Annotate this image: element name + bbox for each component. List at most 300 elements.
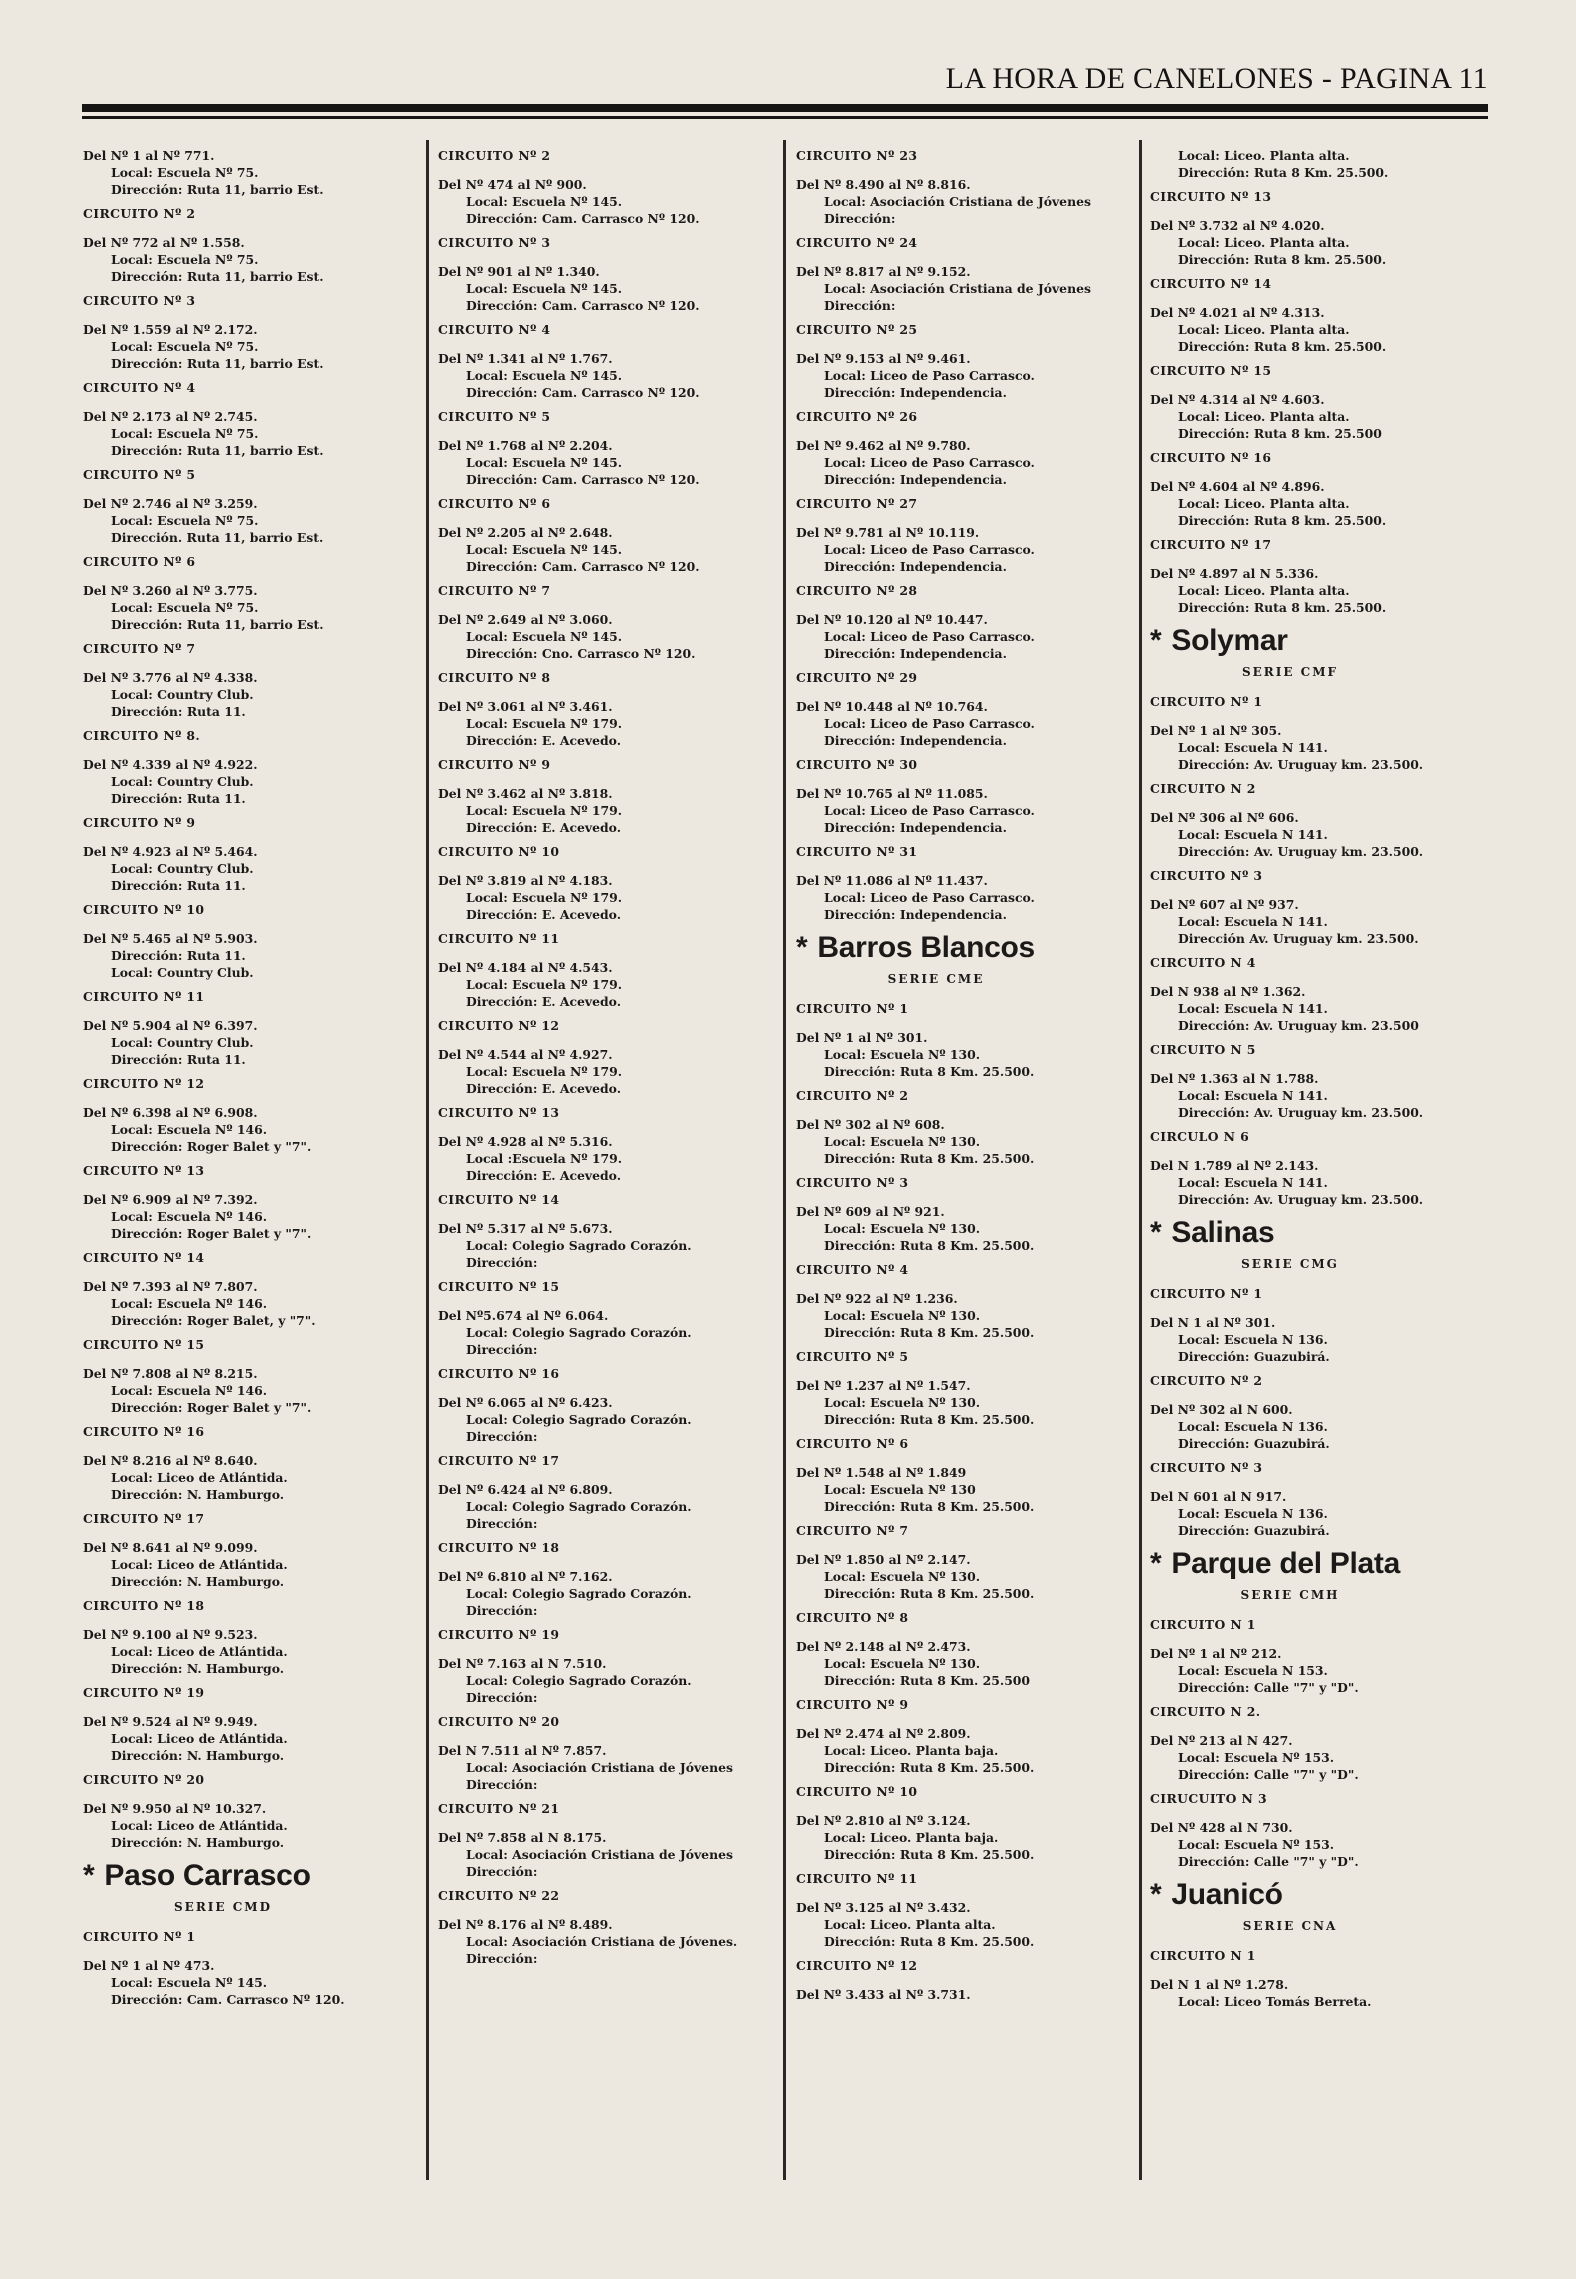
circuit-line: Dirección: Ruta 8 Km. 25.500. <box>824 1064 1035 1079</box>
circuit-line: Del Nº 8.216 al Nº 8.640. <box>83 1453 258 1468</box>
circuit-line: Dirección: Calle "7" y "D". <box>1178 1854 1359 1869</box>
circuit-line: Dirección: Ruta 8 km. 25.500 <box>1178 426 1382 441</box>
circuit-line: Local: Escuela Nº 179. <box>466 977 623 992</box>
circuit-line: Del Nº 772 al Nº 1.558. <box>83 235 245 250</box>
circuit-line: Dirección: N. Hamburgo. <box>111 1487 285 1502</box>
circuit-line: Del Nº 4.544 al Nº 4.927. <box>438 1047 613 1062</box>
star-icon: * <box>1150 1547 1162 1580</box>
circuit-line: Local: Liceo de Atlántida. <box>111 1818 288 1833</box>
circuit-title: CIRCUITO Nº 6 <box>438 496 551 511</box>
circuit-title: CIRCUITO Nº 3 <box>1150 868 1263 883</box>
circuit-entry <box>438 756 778 836</box>
serie-label: SERIE CMD <box>174 1900 272 1914</box>
circuit-entry <box>438 147 778 227</box>
circuit-line: Local: Asociación Cristiana de Jóvenes. <box>466 1934 738 1949</box>
circuit-line: Dirección: Guazubirá. <box>1178 1523 1330 1538</box>
circuit-title: CIRCUITO Nº 15 <box>438 1279 560 1294</box>
circuit-line: Local: Escuela Nº 75. <box>111 252 259 267</box>
circuit-line: Del Nº 1.363 al N 1.788. <box>1150 1071 1319 1086</box>
circuit-line: Dirección: Independencia. <box>824 559 1007 574</box>
circuit-line: Del Nº 1 al Nº 301. <box>796 1030 928 1045</box>
circuit-line: Local: Country Club. <box>111 774 254 789</box>
circuit-line: Local: Escuela Nº 130. <box>824 1569 981 1584</box>
circuit-entry <box>796 1435 1136 1515</box>
circuit-line: Dirección: Av. Uruguay km. 23.500. <box>1178 844 1424 859</box>
circuit-line: Del Nº 6.909 al Nº 7.392. <box>83 1192 258 1207</box>
circuit-line: Del Nº 302 al N 600. <box>1150 1402 1293 1417</box>
section-header <box>1150 624 1490 681</box>
circuit-title: CIRCUITO Nº 7 <box>438 583 551 598</box>
circuit-line: Del Nº 5.465 al Nº 5.903. <box>83 931 258 946</box>
circuit-line: Local: Liceo. Planta alta. <box>1178 409 1350 424</box>
circuit-line: Dirección: N. Hamburgo. <box>111 1574 285 1589</box>
circuit-entry <box>83 1162 423 1242</box>
circuit-line: Dirección: Av. Uruguay km. 23.500. <box>1178 1105 1424 1120</box>
circuit-line: Del Nº 7.393 al Nº 7.807. <box>83 1279 258 1294</box>
circuit-line: Del Nº 8.817 al Nº 9.152. <box>796 264 971 279</box>
circuit-line: Del Nº 4.184 al Nº 4.543. <box>438 960 613 975</box>
circuit-line: Local: Escuela Nº 146. <box>111 1296 268 1311</box>
circuit-line: Dirección: E. Acevedo. <box>466 733 622 748</box>
circuit-entry <box>1150 954 1490 1034</box>
circuit-line: Local: Liceo. Planta alta. <box>1178 148 1350 163</box>
circuit-line: Local: Liceo. Planta alta. <box>1178 496 1350 511</box>
serie-label: SERIE CMF <box>1241 665 1339 679</box>
circuit-line: Dirección: E. Acevedo. <box>466 1168 622 1183</box>
circuit-title: CIRCUITO Nº 11 <box>83 989 205 1004</box>
circuit-line: Del Nº 1.559 al Nº 2.172. <box>83 322 258 337</box>
circuit-entry <box>1150 536 1490 616</box>
section-title <box>1150 1216 1490 1250</box>
column-divider-2 <box>783 140 786 2180</box>
circuit-entry <box>796 147 1136 227</box>
circuit-line: Del Nº 3.125 al Nº 3.432. <box>796 1900 971 1915</box>
section-header <box>83 1859 423 1916</box>
circuit-line: Dirección: Ruta 11. <box>111 878 246 893</box>
circuit-line: Del Nº 8.490 al Nº 8.816. <box>796 177 971 192</box>
circuit-entry <box>796 321 1136 401</box>
circuit-line: Del Nº 213 al N 427. <box>1150 1733 1293 1748</box>
circuit-title: CIRCUITO Nº 1 <box>1150 1286 1263 1301</box>
circuit-title: CIRCUITO Nº 11 <box>438 931 560 946</box>
circuit-entry <box>83 553 423 633</box>
section-title <box>1150 1878 1490 1912</box>
circuit-line: Local: Escuela N 141. <box>1178 740 1328 755</box>
circuit-entry <box>796 1261 1136 1341</box>
circuit-line: Dirección: Ruta 11. <box>111 704 246 719</box>
circuit-line: Local: Liceo. Planta baja. <box>824 1743 999 1758</box>
circuit-line: Dirección: Independencia. <box>824 472 1007 487</box>
circuit-title: CIRCUITO Nº 25 <box>796 322 918 337</box>
circuit-line: Del Nº 1.237 al Nº 1.547. <box>796 1378 971 1393</box>
circuit-line: Dirección: Ruta 8 Km. 25.500. <box>824 1499 1035 1514</box>
circuit-title: CIRCUITO Nº 5 <box>438 409 551 424</box>
circuit-title: CIRCUITO Nº 1 <box>1150 694 1263 709</box>
column-4 <box>1150 140 1490 2010</box>
circuit-line: Local: Liceo de Atlántida. <box>111 1644 288 1659</box>
circuit-line: Local: Escuela Nº 146. <box>111 1122 268 1137</box>
circuit-line: Local: Liceo de Atlántida. <box>111 1557 288 1572</box>
circuit-line: Dirección: Ruta 11. <box>111 948 246 963</box>
header-rule-thin <box>82 116 1488 119</box>
circuit-title: CIRCUITO Nº 10 <box>796 1784 918 1799</box>
circuit-line: Del Nº 3.433 al Nº 3.731. <box>796 1987 971 2002</box>
serie-label: SERIE CME <box>887 972 985 986</box>
circuit-line: Dirección: Av. Uruguay km. 23.500. <box>1178 1192 1424 1207</box>
circuit-line: Del Nº 7.858 al N 8.175. <box>438 1830 607 1845</box>
circuit-line: Dirección: Ruta 8 Km. 25.500 <box>824 1673 1031 1688</box>
circuit-entry <box>438 669 778 749</box>
circuit-line: Dirección: Ruta 11, barrio Est. <box>111 182 324 197</box>
circuit-line: Del Nº 901 al Nº 1.340. <box>438 264 600 279</box>
circuit-entry <box>83 640 423 720</box>
circuit-title: CIRCUITO Nº 5 <box>796 1349 909 1364</box>
circuit-entry <box>83 814 423 894</box>
circuit-title: CIRCUITO Nº 16 <box>83 1424 205 1439</box>
circuit-line: Del Nº 3.260 al Nº 3.775. <box>83 583 258 598</box>
circuit-line: Del Nº 6.065 al Nº 6.423. <box>438 1395 613 1410</box>
circuit-line: Dirección: Ruta 8 km. 25.500. <box>1178 252 1387 267</box>
circuit-line: Del Nº 4.928 al Nº 5.316. <box>438 1134 613 1149</box>
circuit-entry <box>83 205 423 285</box>
circuit-line: Del Nº 8.176 al Nº 8.489. <box>438 1917 613 1932</box>
column-1 <box>83 140 423 2008</box>
circuit-line: Dirección: Ruta 11, barrio Est. <box>111 443 324 458</box>
circuit-title: CIRCUITO Nº 9 <box>438 757 551 772</box>
circuit-entry <box>1150 188 1490 268</box>
circuit-title: CIRCUITO Nº 3 <box>1150 1460 1263 1475</box>
circuit-line: Local: Liceo de Paso Carrasco. <box>824 803 1035 818</box>
circuit-line: Local: Colegio Sagrado Corazón. <box>466 1673 692 1688</box>
circuit-entry <box>1150 1703 1490 1783</box>
circuit-line: Local: Escuela Nº 130. <box>824 1395 981 1410</box>
circuit-line: Dirección: Guazubirá. <box>1178 1436 1330 1451</box>
circuit-line: Dirección: Ruta 8 Km. 25.500. <box>824 1847 1035 1862</box>
circuit-line: Dirección: <box>824 298 896 313</box>
circuit-line: Dirección: Cam. Carrasco Nº 120. <box>466 385 700 400</box>
circuit-line: Del Nº5.674 al Nº 6.064. <box>438 1308 609 1323</box>
circuit-line: Local: Escuela Nº 75. <box>111 339 259 354</box>
circuit-line: Local: Escuela Nº 145. <box>466 455 623 470</box>
circuit-line: Dirección: Independencia. <box>824 733 1007 748</box>
circuit-title: CIRCUITO Nº 5 <box>83 467 196 482</box>
circuit-title: CIRCUITO Nº 12 <box>438 1018 560 1033</box>
circuit-entry <box>83 292 423 372</box>
circuit-line: Del N 1.789 al Nº 2.143. <box>1150 1158 1319 1173</box>
circuit-entry <box>796 1000 1136 1080</box>
circuit-line: Local: Country Club. <box>111 1035 254 1050</box>
circuit-line: Dirección: Independencia. <box>824 385 1007 400</box>
circuit-title: CIRCUITO Nº 28 <box>796 583 918 598</box>
circuit-line: Del Nº 2.746 al Nº 3.259. <box>83 496 258 511</box>
circuit-entry <box>1150 275 1490 355</box>
circuit-title: CIRUCUITO N 3 <box>1150 1791 1268 1806</box>
circuit-title: CIRCUITO Nº 26 <box>796 409 918 424</box>
circuit-line: Del Nº 9.100 al Nº 9.523. <box>83 1627 258 1642</box>
circuit-entry <box>83 1423 423 1503</box>
circuit-line: Del Nº 3.732 al Nº 4.020. <box>1150 218 1325 233</box>
circuit-entry <box>1150 449 1490 529</box>
section-header <box>1150 1216 1490 1273</box>
circuit-line: Del Nº 302 al Nº 608. <box>796 1117 945 1132</box>
circuit-title: CIRCUITO Nº 4 <box>83 380 196 395</box>
circuit-entry <box>83 379 423 459</box>
circuit-line: Del Nº 4.604 al Nº 4.896. <box>1150 479 1325 494</box>
circuit-title: CIRCUITO Nº 23 <box>796 148 918 163</box>
circuit-line: Local: Asociación Cristiana de Jóvenes <box>824 194 1091 209</box>
circuit-line: Dirección: Ruta 8 Km. 25.500. <box>824 1325 1035 1340</box>
circuit-entry <box>438 582 778 662</box>
circuit-entry <box>796 234 1136 314</box>
circuit-line: Del Nº 1 al Nº 212. <box>1150 1646 1282 1661</box>
circuit-entry <box>796 495 1136 575</box>
circuit-line: Del Nº 10.448 al Nº 10.764. <box>796 699 988 714</box>
circuit-line: Del N 1 al Nº 301. <box>1150 1315 1276 1330</box>
circuit-title: CIRCUITO Nº 20 <box>438 1714 560 1729</box>
column-divider-3 <box>1139 140 1142 2180</box>
circuit-entry <box>83 1597 423 1677</box>
circuit-line: Local: Escuela N 136. <box>1178 1419 1328 1434</box>
section-name: Paso Carrasco <box>104 1859 311 1892</box>
circuit-line: Dirección: Roger Balet, y "7". <box>111 1313 316 1328</box>
circuit-title: CIRCUITO Nº 3 <box>438 235 551 250</box>
header-rule-thick <box>82 104 1488 112</box>
circuit-line: Local: Liceo. Planta baja. <box>824 1830 999 1845</box>
circuit-line: Dirección: Calle "7" y "D". <box>1178 1767 1359 1782</box>
circuit-entry <box>83 466 423 546</box>
circuit-entry <box>438 930 778 1010</box>
circuit-line: Dirección: Ruta 11, barrio Est. <box>111 617 324 632</box>
circuit-line: Dirección: Independencia. <box>824 820 1007 835</box>
circuit-line: Local: Escuela Nº 145. <box>466 194 623 209</box>
circuit-line: Del Nº 10.765 al Nº 11.085. <box>796 786 988 801</box>
section-name: Salinas <box>1171 1216 1275 1249</box>
circuit-title: CIRCUITO Nº 24 <box>796 235 918 250</box>
circuit-title: CIRCUITO Nº 27 <box>796 496 918 511</box>
circuit-line: Dirección: Roger Balet y "7". <box>111 1400 312 1415</box>
star-icon: * <box>83 1859 95 1892</box>
circuit-line: Del N 601 al N 917. <box>1150 1489 1287 1504</box>
circuit-title: CIRCUITO Nº 19 <box>438 1627 560 1642</box>
circuit-line: Del Nº 10.120 al Nº 10.447. <box>796 612 988 627</box>
circuit-line: Del Nº 9.153 al Nº 9.461. <box>796 351 971 366</box>
circuit-line: Del Nº 1.850 al Nº 2.147. <box>796 1552 971 1567</box>
star-icon: * <box>1150 624 1162 657</box>
section-name: Parque del Plata <box>1171 1547 1400 1580</box>
circuit-line: Local: Escuela Nº 145. <box>466 629 623 644</box>
circuit-title: CIRCUITO Nº 3 <box>83 293 196 308</box>
circuit-line: Local: Escuela Nº 75. <box>111 513 259 528</box>
circuit-line: Dirección: Roger Balet y "7". <box>111 1139 312 1154</box>
circuit-entry <box>83 901 423 981</box>
circuit-title: CIRCUITO Nº 21 <box>438 1801 560 1816</box>
circuit-line: Del Nº 474 al Nº 900. <box>438 177 587 192</box>
circuit-line: Local: Asociación Cristiana de Jóvenes <box>466 1847 733 1862</box>
circuit-entry <box>83 1510 423 1590</box>
circuit-entry <box>438 1365 778 1445</box>
star-icon: * <box>1150 1216 1162 1249</box>
circuit-line: Local: Escuela Nº 130. <box>824 1221 981 1236</box>
circuit-line: Local: Liceo. Planta alta. <box>1178 583 1350 598</box>
circuit-entry <box>796 669 1136 749</box>
circuit-line: Dirección: N. Hamburgo. <box>111 1835 285 1850</box>
circuit-line: Local: Escuela N 141. <box>1178 827 1328 842</box>
circuit-title: CIRCULO N 6 <box>1150 1129 1250 1144</box>
circuit-title: CIRCUITO Nº 18 <box>83 1598 205 1613</box>
circuit-line: Dirección: Ruta 8 km. 25.500. <box>1178 513 1387 528</box>
circuit-entry <box>438 1713 778 1793</box>
circuit-line: Dirección. Ruta 11, barrio Est. <box>111 530 324 545</box>
circuit-line: Local: Escuela Nº 179. <box>466 1064 623 1079</box>
circuit-line: Dirección: Ruta 8 Km. 25.500. <box>824 1238 1035 1253</box>
circuit-line: Dirección: Ruta 8 Km. 25.500. <box>824 1934 1035 1949</box>
circuit-line: Local: Escuela N 141. <box>1178 914 1328 929</box>
circuit-line: Dirección: Independencia. <box>824 646 1007 661</box>
circuit-line: Local: Escuela Nº 179. <box>466 716 623 731</box>
circuit-line: Del Nº 3.061 al Nº 3.461. <box>438 699 613 714</box>
circuit-entry <box>83 1336 423 1416</box>
circuit-entry <box>1150 1459 1490 1539</box>
circuit-line: Del Nº 9.524 al Nº 9.949. <box>83 1714 258 1729</box>
circuit-entry <box>438 408 778 488</box>
circuit-title: CIRCUITO N 1 <box>1150 1948 1256 1963</box>
circuit-line: Local: Liceo de Paso Carrasco. <box>824 890 1035 905</box>
circuit-line: Local: Escuela N 141. <box>1178 1088 1328 1103</box>
circuit-entry <box>1150 1285 1490 1365</box>
circuit-entry <box>438 1278 778 1358</box>
circuit-line: Del Nº 3.776 al Nº 4.338. <box>83 670 258 685</box>
circuit-line: Dirección: E. Acevedo. <box>466 1081 622 1096</box>
circuit-title: CIRCUITO Nº 4 <box>796 1262 909 1277</box>
circuit-entry <box>1150 780 1490 860</box>
circuit-line: Del Nº 6.810 al Nº 7.162. <box>438 1569 613 1584</box>
circuit-entry <box>438 843 778 923</box>
circuit-line: Del Nº 607 al Nº 937. <box>1150 897 1299 912</box>
circuit-title: CIRCUITO Nº 2 <box>796 1088 909 1103</box>
circuit-line: Local: Escuela Nº 145. <box>466 368 623 383</box>
circuit-line: Dirección: Ruta 8 Km. 25.500. <box>824 1760 1035 1775</box>
circuit-title: CIRCUITO Nº 4 <box>438 322 551 337</box>
circuit-line: Del Nº 1.341 al Nº 1.767. <box>438 351 613 366</box>
circuit-line: Local: Escuela Nº 179. <box>466 890 623 905</box>
circuit-line: Local: Escuela Nº 145. <box>111 1975 268 1990</box>
circuit-line: Del N 938 al Nº 1.362. <box>1150 984 1306 999</box>
circuit-entry <box>1150 693 1490 773</box>
circuit-line: Del Nº 1 al Nº 305. <box>1150 723 1282 738</box>
circuit-line: Local: Asociación Cristiana de Jóvenes <box>824 281 1091 296</box>
circuit-line: Local: Liceo. Planta alta. <box>1178 322 1350 337</box>
circuit-entry <box>438 1104 778 1184</box>
circuit-title: CIRCUITO Nº 7 <box>796 1523 909 1538</box>
circuit-line: Dirección: <box>466 1690 538 1705</box>
circuit-title: CIRCUITO Nº 17 <box>438 1453 560 1468</box>
circuit-title: CIRCUITO Nº 9 <box>83 815 196 830</box>
circuit-entry <box>796 756 1136 836</box>
circuit-line: Dirección: <box>466 1342 538 1357</box>
circuit-line: Local: Liceo. Planta alta. <box>824 1917 996 1932</box>
circuit-line: Local: Escuela Nº 146. <box>111 1383 268 1398</box>
circuit-line: Del Nº 1.548 al Nº 1.849 <box>796 1465 967 1480</box>
circuit-line: Del Nº 1.768 al Nº 2.204. <box>438 438 613 453</box>
circuit-line: Del Nº 5.317 al Nº 5.673. <box>438 1221 613 1236</box>
circuit-title: CIRCUITO Nº 9 <box>796 1697 909 1712</box>
circuit-title: CIRCUITO N 2 <box>1150 781 1256 796</box>
circuit-entry <box>438 1452 778 1532</box>
circuit-entry <box>1150 1790 1490 1870</box>
circuit-entry <box>438 495 778 575</box>
circuit-line: Local: Liceo de Paso Carrasco. <box>824 455 1035 470</box>
circuit-line: Dirección: Ruta 8 Km. 25.500. <box>824 1412 1035 1427</box>
circuit-title: CIRCUITO Nº 2 <box>1150 1373 1263 1388</box>
circuit-title: CIRCUITO Nº 12 <box>796 1958 918 1973</box>
circuit-line: Del Nº 2.205 al Nº 2.648. <box>438 525 613 540</box>
circuit-line: Dirección: <box>466 1603 538 1618</box>
circuit-title: CIRCUITO Nº 13 <box>438 1105 560 1120</box>
circuit-title: CIRCUITO Nº 14 <box>438 1192 560 1207</box>
circuit-line: Del Nº 9.950 al Nº 10.327. <box>83 1801 267 1816</box>
circuit-title: CIRCUITO Nº 12 <box>83 1076 205 1091</box>
circuit-title: CIRCUITO Nº 1 <box>796 1001 909 1016</box>
circuit-line: Del Nº 1 al Nº 473. <box>83 1958 215 1973</box>
section-title <box>83 1859 423 1893</box>
circuit-entry <box>438 1626 778 1706</box>
circuit-entry <box>83 147 423 198</box>
circuit-title: CIRCUITO Nº 17 <box>1150 537 1272 552</box>
circuit-line: Local: Escuela Nº 130 <box>824 1482 976 1497</box>
page-header <box>82 62 1488 102</box>
circuit-line: Del N 7.511 al Nº 7.857. <box>438 1743 607 1758</box>
circuit-title: CIRCUITO Nº 14 <box>83 1250 205 1265</box>
circuit-title: CIRCUITO Nº 1 <box>83 1929 196 1944</box>
circuit-line: Dirección: <box>466 1255 538 1270</box>
section-title <box>1150 1547 1490 1581</box>
circuit-line: Del Nº 4.314 al Nº 4.603. <box>1150 392 1325 407</box>
circuit-entry <box>83 1684 423 1764</box>
circuit-line: Local: Escuela Nº 153. <box>1178 1750 1335 1765</box>
circuit-line: Dirección: <box>824 211 896 226</box>
circuit-line: Local: Escuela Nº 75. <box>111 426 259 441</box>
circuit-line: Local: Liceo de Paso Carrasco. <box>824 542 1035 557</box>
circuit-entry <box>796 582 1136 662</box>
circuit-line: Del Nº 4.339 al Nº 4.922. <box>83 757 258 772</box>
circuit-line: Dirección: Ruta 8 Km. 25.500. <box>824 1151 1035 1166</box>
circuit-line: Local: Colegio Sagrado Corazón. <box>466 1499 692 1514</box>
circuit-entry <box>438 1800 778 1880</box>
circuit-line: Local: Escuela Nº 145. <box>466 542 623 557</box>
circuit-title: CIRCUITO Nº 16 <box>1150 450 1272 465</box>
column-3 <box>796 140 1136 2003</box>
circuit-title: CIRCUITO Nº 29 <box>796 670 918 685</box>
star-icon: * <box>1150 1878 1162 1911</box>
circuit-line: Dirección: Ruta 11. <box>111 1052 246 1067</box>
circuit-line: Local: Liceo Tomás Berreta. <box>1178 1994 1372 2009</box>
circuit-entry <box>83 727 423 807</box>
circuit-line: Dirección: Guazubirá. <box>1178 1349 1330 1364</box>
circuit-entry <box>796 1957 1136 2003</box>
circuit-title: CIRCUITO Nº 6 <box>83 554 196 569</box>
circuit-line: Del Nº 7.163 al N 7.510. <box>438 1656 607 1671</box>
circuit-line: Local: Escuela Nº 75. <box>111 165 259 180</box>
circuit-line: Del Nº 2.148 al Nº 2.473. <box>796 1639 971 1654</box>
circuit-line: Local: Escuela N 136. <box>1178 1332 1328 1347</box>
circuit-title: CIRCUITO Nº 8 <box>438 670 551 685</box>
circuit-entry <box>83 1249 423 1329</box>
circuit-line: Local: Liceo. Planta alta. <box>1178 235 1350 250</box>
circuit-line: Del Nº 6.398 al Nº 6.908. <box>83 1105 258 1120</box>
section-name: Barros Blancos <box>817 931 1035 964</box>
circuit-title: CIRCUITO Nº 31 <box>796 844 918 859</box>
circuit-line: Dirección: Ruta 8 km. 25.500. <box>1178 600 1387 615</box>
